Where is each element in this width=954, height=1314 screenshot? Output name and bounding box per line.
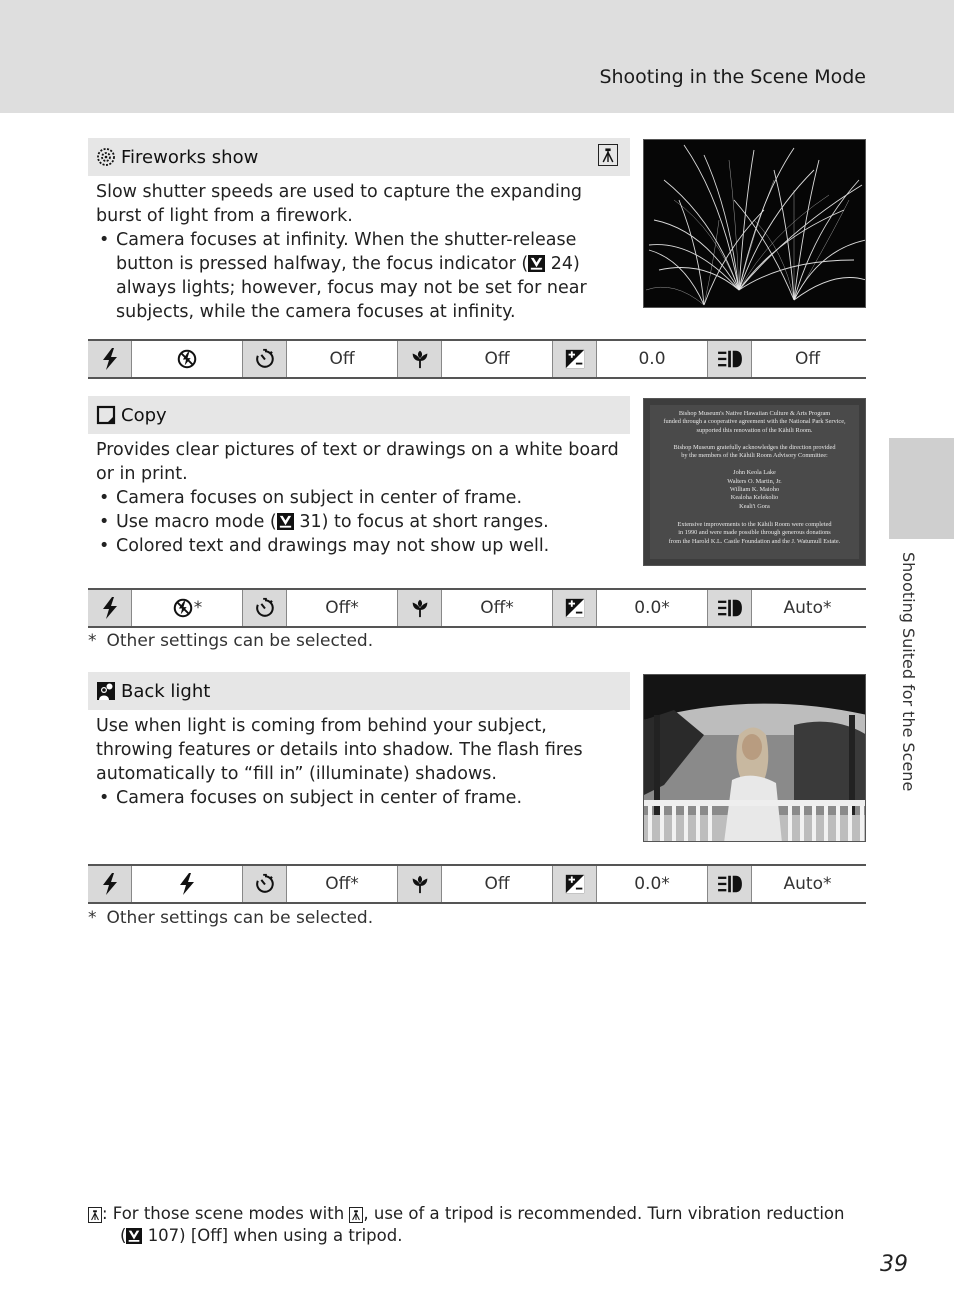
section-intro: Slow shutter speeds are used to capture the expanding burst of light from a firework. (96, 182, 583, 226)
list-item: • Use macro mode ( 31) to focus at short ranges. (96, 510, 624, 534)
section-body (96, 714, 624, 810)
vibration-reduction-icon (708, 590, 752, 626)
footnote-back-light: * Other settings can be selected. (88, 908, 374, 928)
reference-icon (277, 513, 294, 530)
section-title: Fireworks show (121, 146, 259, 168)
self-timer-value: Off (287, 341, 398, 377)
section-title: Back light (121, 680, 211, 702)
exposure-compensation-icon (553, 866, 597, 902)
exposure-value: 0.0* (597, 590, 708, 626)
section-title: Copy (121, 404, 167, 426)
plaque-line: Kealoha Kelekolio (730, 494, 779, 502)
exposure-value: 0.0* (597, 866, 708, 902)
macro-value: Off (442, 866, 553, 902)
flash-mode-value: * (132, 590, 243, 626)
plaque-line: William K. Maioho (729, 486, 780, 494)
exposure-value: 0.0 (597, 341, 708, 377)
exposure-compensation-icon (553, 590, 597, 626)
plaque-line: Extensive improvements to the Kāhili Room were completed (677, 520, 832, 528)
copy-icon (96, 405, 116, 425)
vibration-reduction-icon (708, 866, 752, 902)
plaque-line: Keali'i Gora (739, 502, 770, 510)
plaque-line: Bishop Museum's Native Hawaiian Culture & Arts Program (678, 410, 831, 417)
exposure-compensation-icon (553, 341, 597, 377)
plaque-line: Walters O. Martin, Jr. (727, 477, 782, 485)
flash-mode-value (132, 866, 243, 902)
section-copy (88, 396, 866, 571)
reference-icon (126, 1228, 142, 1244)
tripod-icon (349, 1207, 363, 1223)
back-light-icon (96, 681, 116, 701)
reference-icon (528, 255, 545, 272)
side-tab (889, 438, 954, 539)
copy-photo-plaque (643, 398, 866, 566)
vibration-reduction-value: Auto* (783, 598, 832, 618)
self-timer-value: Off* (287, 866, 398, 902)
vibration-reduction-icon (708, 341, 752, 377)
flash-icon (88, 590, 132, 626)
flash-mode-value (132, 341, 243, 377)
tripod-icon (598, 144, 618, 166)
list-item: • Colored text and drawings may not show up well. (96, 534, 624, 558)
plaque-line: funded through a cooperative agreement with the National Park Service, (663, 418, 846, 426)
section-header-copy (88, 396, 630, 434)
page-number: 39 (880, 1252, 908, 1277)
settings-row-copy (88, 588, 866, 628)
plaque-line: John Keola Lake (733, 469, 776, 477)
macro-icon (398, 590, 442, 626)
macro-icon (398, 341, 442, 377)
flash-fill-icon (177, 872, 197, 896)
section-header-back-light (88, 672, 630, 710)
tripod-icon (88, 1207, 102, 1223)
footnote-copy: * Other settings can be selected. (88, 631, 374, 651)
side-tab-label: Shooting Suited for the Scene (899, 552, 918, 792)
section-intro: Use when light is coming from behind your subject, throwing features or details into shadow. The flash fires automatically to “fill in” (illuminate) shadows. (96, 716, 583, 784)
back-light-photo (643, 674, 866, 842)
macro-value: Off (442, 341, 553, 377)
list-item: • Camera focuses at infinity. When the shutter-release button is pressed halfway, the focus indicator ( 24) always lights; however, focus may not be set for near subjects, while the camera focuses at infinity. (96, 228, 624, 324)
settings-row-back-light (88, 864, 866, 904)
section-header-fireworks (88, 138, 630, 176)
vibration-reduction-value: Auto* (783, 874, 832, 894)
section-body (96, 438, 624, 558)
plaque-line: supported this renovation of the Kāhili Room. (696, 426, 813, 434)
settings-row-fireworks (88, 339, 866, 379)
self-timer-icon (243, 590, 287, 626)
section-body (96, 180, 624, 324)
flash-off-icon (172, 597, 194, 619)
vibration-reduction-value: Off (794, 349, 821, 369)
plaque-line: in 1990 and were made possible through generous donations (678, 529, 831, 537)
macro-value: Off* (442, 590, 553, 626)
tripod-note: : For those scene modes with , use of a tripod is recommended. Turn vibration reduction ( 107) [Off] when using a tripod. (88, 1203, 848, 1247)
flash-icon (88, 341, 132, 377)
page-header-title: Shooting in the Scene Mode (599, 66, 866, 88)
plaque-line: Bishop Museum gratefully acknowledges the direction provided (673, 443, 836, 451)
flash-icon (88, 866, 132, 902)
macro-icon (398, 866, 442, 902)
section-fireworks (88, 138, 866, 326)
list-item: • Camera focuses on subject in center of frame. (96, 486, 624, 510)
fireworks-icon (96, 147, 116, 167)
self-timer-icon (243, 341, 287, 377)
self-timer-icon (243, 866, 287, 902)
list-item: • Camera focuses on subject in center of frame. (96, 786, 624, 810)
fireworks-photo (643, 139, 866, 308)
flash-off-icon (176, 348, 198, 370)
section-back-light (88, 672, 866, 847)
plaque-line: from the Harold K.L. Castle Foundation and the J. Watumull Estate. (668, 537, 841, 545)
plaque-line: by the members of the Kāhili Room Advisory Committee: (681, 452, 828, 460)
section-intro: Provides clear pictures of text or drawings on a white board or in print. (96, 440, 619, 484)
self-timer-value: Off* (287, 590, 398, 626)
header-band (0, 0, 954, 113)
